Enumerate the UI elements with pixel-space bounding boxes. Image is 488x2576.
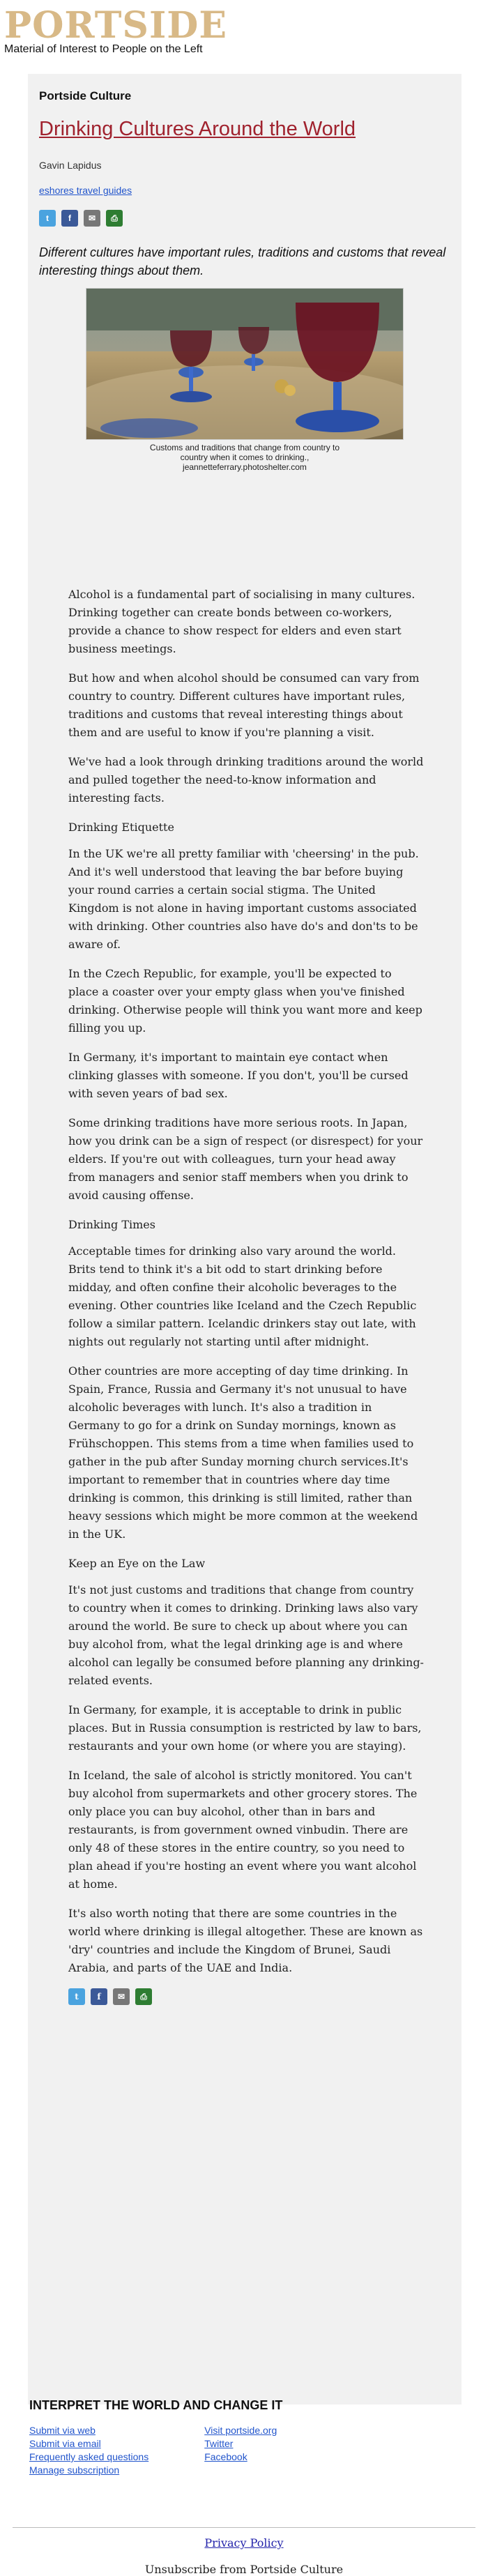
paragraph: In the UK we're all pretty familiar with 'cheersing' in the pub. And it's well understood that leaving the bar before buying your round carries a certain social stigma. The United Kingdom is not alone in having important customs associated with drinking. Other countries also have do's and don'ts to be aware of. [68,847,419,951]
email-icon: ✉ [88,213,96,223]
print-icon: ⎙ [140,1992,147,2002]
paragraph: It's also worth noting that there are some countries in the world where drinking is illegal altogether. These are known as 'dry' countries and include the Kingdom of Brunei, Saudi Arabia, and parts of the UAE and India. [68,1907,423,1974]
manage-subscription-link[interactable]: Manage subscription [29,2464,120,2476]
privacy-policy-link[interactable]: Privacy Policy [204,2536,284,2550]
twitter-share-button[interactable] [68,1988,85,2005]
facebook-share-button[interactable] [61,210,78,227]
paragraph: Acceptable times for drinking also vary around the world. Brits tend to think it's a bit odd to start drinking before midday, and often confine their alcoholic beverages to the evening. Other countries like Iceland and the Czech Republic follow a similar pattern. Icelandic drinkers stay out late, with nights out regularly not starting until after midnight. [68,1244,417,1348]
footer [29,2398,434,2477]
subheading-times: Drinking Times [68,1218,155,1231]
faq-link[interactable]: Frequently asked questions [29,2451,149,2462]
article-title[interactable]: Drinking Cultures Around the World [39,118,356,140]
article-photo [86,288,404,440]
privacy-container [0,2536,488,2550]
article-body [68,586,424,2005]
caption-credit: jeannetteferrary.photoshelter.com [183,462,307,472]
share-bar-top [39,210,450,227]
twitter-share-button[interactable] [39,210,56,227]
source-link[interactable]: eshores travel guides [39,185,132,196]
paragraph: We've had a look through drinking traditions around the world and pulled together the need-to-know information and interesting facts. [68,755,424,805]
author: Gavin Lapidus [39,160,102,171]
facebook-icon: f [68,213,71,223]
twitter-link[interactable]: Twitter [204,2438,234,2449]
footer-heading: INTERPRET THE WORLD AND CHANGE IT [29,2398,283,2412]
article-dek: Different cultures have important rules, traditions and customs that reveal interesting things about them. [39,245,446,277]
footer-links [29,2424,434,2477]
share-bar-bottom [68,1988,424,2005]
section-label: Portside Culture [39,89,132,102]
print-icon: ⎙ [111,213,118,223]
subheading-law: Keep an Eye on the Law [68,1557,206,1570]
submit-web-link[interactable]: Submit via web [29,2425,96,2436]
facebook-link[interactable]: Facebook [204,2451,247,2462]
paragraph: In Germany, for example, it is acceptable to drink in public places. But in Russia consumption is restricted by law to bars, restaurants and your own home (or where you are staying). [68,1703,422,1753]
subheading-etiquette: Drinking Etiquette [68,821,174,834]
paragraph: But how and when alcohol should be consumed can vary from country to country. Different cultures have important rules, traditions and customs that reveal interesting things about them and are useful to know if you're planning a visit. [68,671,420,739]
footer-links-right [204,2424,277,2477]
paragraph: Some drinking traditions have more serious roots. In Japan, how you drink can be a sign of respect (or disrespect) for your elders. If you're out with colleagues, turn your head away from managers and senior staff members when you drink to avoid causing offense. [68,1116,423,1202]
tagline: Material of Interest to People on the Left [4,43,203,55]
submit-email-link[interactable]: Submit via email [29,2438,101,2449]
photo-caption [39,443,450,472]
paragraph: In Iceland, the sale of alcohol is strictly monitored. You can't buy alcohol from supermarkets and other grocery stores. The only place you can buy alcohol, other than in bars and restaurants, is from government owned vinbudin. There are only 48 of these stores in the entire country, so you need to plan ahead if you're hosting an event where you want alcohol at home. [68,1769,418,1891]
paragraph: In Germany, it's important to maintain eye contact when clinking glasses with someone. If you don't, you'll be cursed with seven years of bad sex. [68,1051,409,1100]
email-share-button[interactable] [113,1988,130,2005]
facebook-icon: f [97,1992,101,2002]
paragraph: In the Czech Republic, for example, you'll be expected to place a coaster over your empty glass when you've finished drinking. Otherwise people will think you want more and keep filling you up. [68,967,422,1035]
divider [13,2527,475,2528]
paragraph: Alcohol is a fundamental part of socialising in many cultures. Drinking together can create bonds between co-workers, provide a chance to show respect for elders and even start business meetings. [68,588,415,655]
paragraph: It's not just customs and traditions that change from country to country when it comes to drinking. Drinking laws also vary around the world. Be sure to check up about where you can buy alcohol from, what the legal drinking age is and where alcohol can legally be consumed before planning any drinking-related events. [68,1583,424,1687]
caption-line: Customs and traditions that change from country to [149,443,340,452]
print-button[interactable] [106,210,123,227]
wine-glasses-photo [86,289,403,439]
masthead [4,4,227,56]
footer-links-left [29,2424,148,2477]
paragraph: Other countries are more accepting of day time drinking. In Spain, France, Russia and Germany it's not unusual to have alcoholic beverages with lunch. It's also a tradition in Germany to go for a drink on Sunday mornings, known as Frühschoppen. This stems from a time when families used to gather in the pub after Sunday morning church services.It's important to remember that in countries where day time drinking is common, this drinking is still limited, rather than heavy sessions which might be more common at the weekend in the UK. [68,1364,418,1541]
print-button[interactable] [135,1988,152,2005]
visit-portside-link[interactable]: Visit portside.org [204,2425,277,2436]
email-share-button[interactable] [84,210,100,227]
article-header [39,74,450,472]
twitter-icon: t [75,1992,79,2002]
facebook-share-button[interactable] [91,1988,107,2005]
caption-line: country when it comes to drinking., [180,452,310,462]
email-icon: ✉ [117,1992,125,2002]
portside-logo[interactable]: PORTSIDE [4,4,227,47]
twitter-icon: t [46,213,49,223]
unsubscribe-text[interactable]: Unsubscribe from Portside Culture [144,2563,344,2576]
